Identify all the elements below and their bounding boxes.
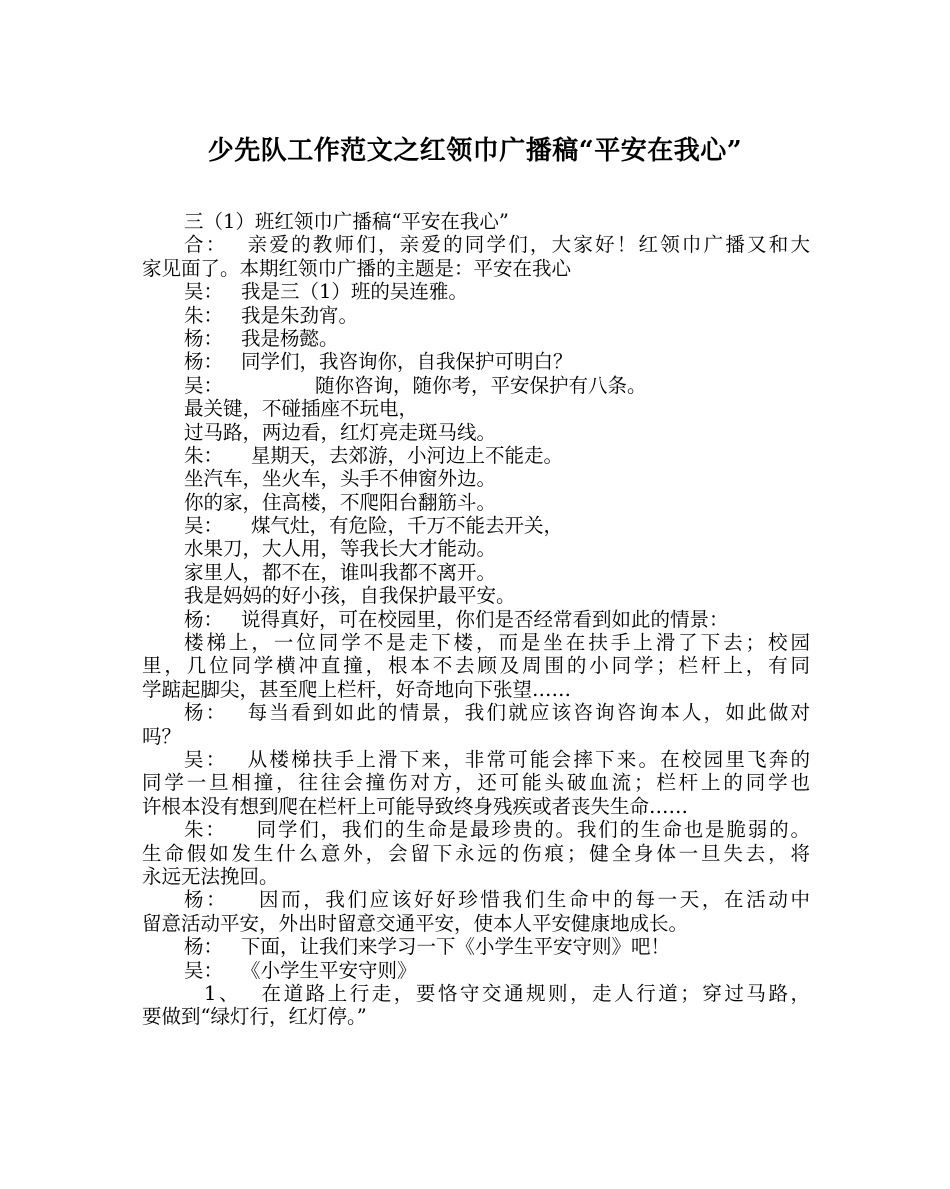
paragraph-line <box>142 654 810 677</box>
speech-text: 煤气灶，有危险，千万不能去开关， <box>251 514 564 538</box>
speech-text: 说得真好，可在校园里，你们是否经常看到如此的情景： <box>241 607 729 631</box>
paragraph-line <box>142 233 810 256</box>
paragraph-line <box>142 818 810 841</box>
paragraph-line <box>142 304 810 327</box>
paragraph-line <box>142 935 810 958</box>
paragraph-line <box>142 467 810 490</box>
speech-text: 《小学生平安守则》 <box>241 958 417 982</box>
paragraph-line <box>142 842 810 865</box>
paragraph-line <box>142 608 810 631</box>
speech-text: 家见面了。本期红领巾广播的主题是：平安在我心 <box>142 256 572 280</box>
paragraph-line <box>142 631 810 654</box>
speech-text: 永远无法挽回。 <box>142 864 279 888</box>
speaker-label: 朱： <box>184 443 224 467</box>
paragraph-line <box>142 257 810 280</box>
subtitle-text: 三（1）班红领巾广播稿“平安在我心” <box>184 210 509 233</box>
speech-text: 水果刀，大人用，等我长大才能动。 <box>184 537 497 561</box>
paragraph-line <box>142 584 810 607</box>
paragraph-line <box>142 748 810 771</box>
speech-text: 留意活动平安，外出时留意交通平安，使本人平安健康地成长。 <box>142 911 689 935</box>
speaker-label: 杨： <box>184 326 224 350</box>
speech-text: 里，几位同学横冲直撞，根本不去顾及周围的小同学；栏杆上，有同 <box>142 654 810 678</box>
speech-text: 同学们，我咨询你，自我保护可明白？ <box>241 350 573 374</box>
speech-text: 我是三（1）班的吴连雅。 <box>241 280 468 304</box>
paragraph-line <box>142 1005 810 1028</box>
paragraph-line <box>142 959 810 982</box>
speech-text: 在道路上行走，要恪守交通规则，走人行道；穿过马路， <box>259 981 810 1005</box>
speech-text: 家里人，都不在，谁叫我都不离开。 <box>184 560 497 584</box>
speech-text: 每当看到如此的情景，我们就应该咨询咨询本人，如此做对 <box>245 701 810 725</box>
speech-text: 许根本没有想到爬在栏杆上可能导致终身残疾或者丧失生命…… <box>142 794 689 818</box>
subtitle-line <box>142 210 810 233</box>
paragraph-line <box>142 374 810 397</box>
paragraph-line <box>142 678 810 701</box>
speech-text: 同学们，我们的生命是最珍贵的。我们的生命也是脆弱的。 <box>254 818 810 842</box>
paragraph-line <box>142 491 810 514</box>
speaker-label: 朱： <box>184 303 224 327</box>
paragraph-line <box>142 725 810 748</box>
paragraph-line <box>142 795 810 818</box>
speaker-label: 杨： <box>184 701 228 725</box>
speech-text: 要做到“绿灯行，红灯停。” <box>142 1005 367 1029</box>
speech-text: 因而，我们应该好好珍惜我们生命中的每一天，在活动中 <box>256 888 810 912</box>
speech-text: 你的家，住高楼，不爬阳台翻筋斗。 <box>184 490 497 514</box>
speech-text: 星期天，去郊游，小河边上不能走。 <box>251 443 564 467</box>
paragraph-line <box>142 912 810 935</box>
speech-text: 过马路，两边看，红灯亮走斑马线。 <box>184 420 497 444</box>
speech-text: 我是朱劲宵。 <box>241 303 359 327</box>
speech-text: 最关键，不碰插座不玩电， <box>184 397 419 421</box>
paragraph-line <box>142 514 810 537</box>
document-title: 少先队工作范文之红领巾广播稿“平安在我心” <box>207 136 743 166</box>
speaker-label: 杨： <box>184 888 229 912</box>
speech-text: 下面，让我们来学习一下《小学生平安守则》吧！ <box>241 935 671 959</box>
paragraph-line <box>142 537 810 560</box>
speech-text: 随你咨询，随你考，平安保护有八条。 <box>315 373 647 397</box>
paragraph-line <box>142 350 810 373</box>
speaker-label: 吴： <box>184 373 224 397</box>
list-number: 1、 <box>204 981 241 1005</box>
speaker-label: 朱： <box>184 818 227 842</box>
speaker-label: 吴： <box>184 747 228 771</box>
paragraph-line <box>142 771 810 794</box>
speaker-label: 合： <box>184 233 228 257</box>
paragraph-line <box>142 561 810 584</box>
document-body <box>142 210 810 1029</box>
speech-text: 生命假如发生什么意外，会留下永远的伤痕；健全身体一旦失去，将 <box>142 841 810 865</box>
speech-text: 楼梯上，一位同学不是走下楼，而是坐在扶手上滑了下去；校园 <box>184 631 810 655</box>
paragraph-line <box>142 701 810 724</box>
paragraph-line <box>142 280 810 303</box>
speaker-label: 杨： <box>184 350 224 374</box>
speech-text: 亲爱的教师们，亲爱的同学们，大家好！红领巾广播又和大 <box>245 233 810 257</box>
paragraph-line <box>142 397 810 420</box>
speech-text: 吗？ <box>142 724 182 748</box>
speech-text: 从楼梯扶手上滑下来，非常可能会摔下来。在校园里飞奔的 <box>245 747 810 771</box>
speaker-label: 吴： <box>184 958 224 982</box>
paragraph-line <box>142 327 810 350</box>
speaker-label: 杨： <box>184 607 224 631</box>
speech-text: 坐汽车，坐火车，头手不伸窗外边。 <box>184 467 497 491</box>
paragraph-line <box>142 888 810 911</box>
paragraph-line <box>142 421 810 444</box>
speaker-label: 吴： <box>184 514 224 538</box>
speech-text: 我是杨懿。 <box>241 326 339 350</box>
paragraph-line <box>142 865 810 888</box>
paragraph-line <box>142 982 810 1005</box>
paragraph-line <box>142 444 810 467</box>
speech-text: 我是妈妈的好小孩，自我保护最平安。 <box>184 584 516 608</box>
speech-text: 同学一旦相撞，往往会撞伤对方，还可能头破血流；栏杆上的同学也 <box>142 771 810 795</box>
speech-text: 学踮起脚尖，甚至爬上栏杆，好奇地向下张望…… <box>142 677 572 701</box>
speaker-label: 吴： <box>184 280 224 304</box>
speaker-label: 杨： <box>184 935 224 959</box>
